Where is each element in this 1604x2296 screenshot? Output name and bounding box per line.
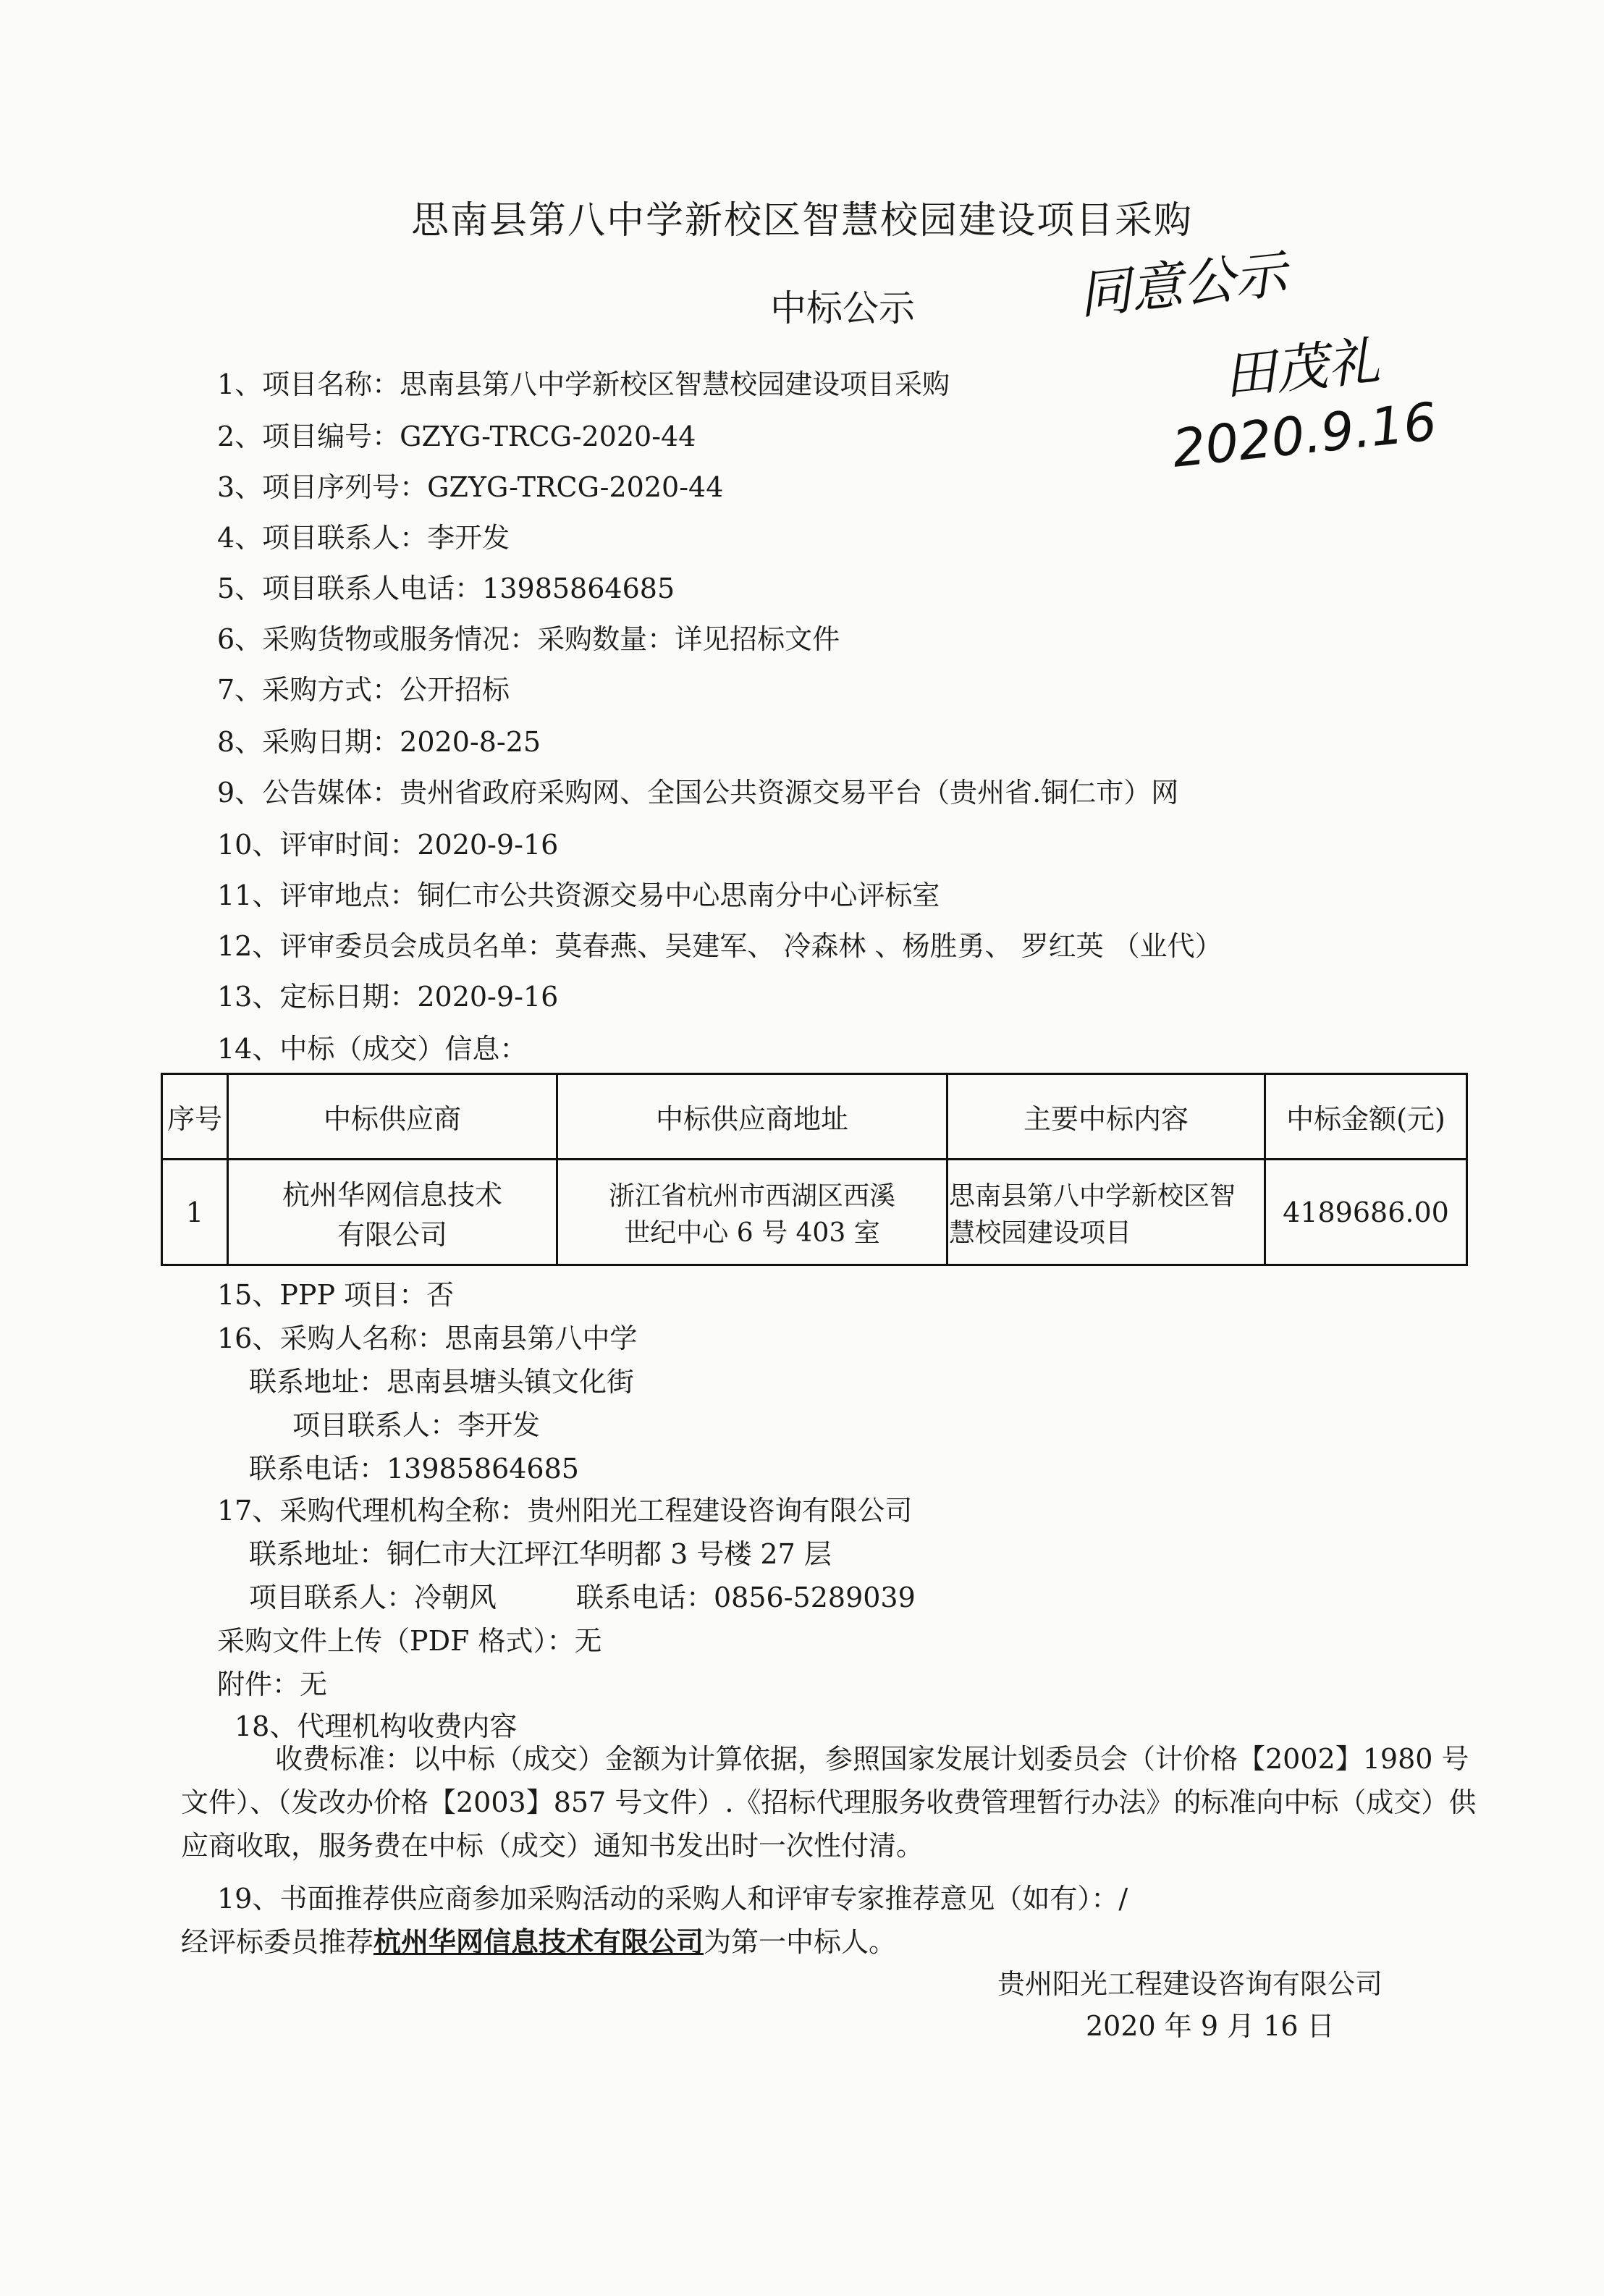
award-table xyxy=(161,1073,1468,1266)
handwritten-signature: 田茂礼 xyxy=(1220,329,1383,407)
ppp-line: 15、PPP 项目：否 xyxy=(217,1279,455,1311)
award-table-header-row xyxy=(162,1074,1467,1160)
header-content: 主要中标内容 xyxy=(947,1074,1265,1160)
info-item: 7、采购方式：公开招标 xyxy=(217,674,510,706)
info-item: 6、采购货物或服务情况：采购数量：详见招标文件 xyxy=(217,623,840,655)
cell-index: 1 xyxy=(162,1160,228,1265)
agency-line: 17、采购代理机构全称：贵州阳光工程建设咨询有限公司 xyxy=(217,1495,913,1527)
signature-date: 2020 年 9 月 16 日 xyxy=(1086,2010,1335,2042)
info-item: 5、项目联系人电话：13985864685 xyxy=(217,573,675,604)
handwritten-date: 2020.9.16 xyxy=(1169,390,1440,479)
signature-company: 贵州阳光工程建设咨询有限公司 xyxy=(997,1968,1383,2000)
fee-line: 文件）、（发改办价格【2003】857 号文件）.《招标代理服务收费管理暂行办法》的标准向中标（成交）供 xyxy=(181,1786,1477,1818)
fee-title: 18、代理机构收费内容 xyxy=(235,1710,518,1742)
address-line: 世纪中心 6 号 403 室 xyxy=(624,1217,880,1248)
cell-content xyxy=(947,1160,1265,1265)
header-index: 序号 xyxy=(162,1074,228,1160)
recommend-title: 19、书面推荐供应商参加采购活动的采购人和评审专家推荐意见（如有）：/ xyxy=(217,1883,1128,1915)
purchaser-line: 16、采购人名称：思南县第八中学 xyxy=(217,1322,638,1354)
table-row xyxy=(162,1160,1467,1265)
attachment-line: 附件：无 xyxy=(217,1668,328,1700)
recommend-suffix: 为第一中标人。 xyxy=(704,1926,897,1958)
supplier-line: 有限公司 xyxy=(337,1218,447,1251)
header-address: 中标供应商地址 xyxy=(557,1074,947,1160)
agency-address: 联系地址：铜仁市大江坪江华明都 3 号楼 27 层 xyxy=(249,1538,832,1570)
info-item: 3、项目序列号：GZYG-TRCG-2020-44 xyxy=(217,471,724,503)
document-title: 思南县第八中学新校区智慧校园建设项目采购 xyxy=(410,199,1193,242)
info-item: 2、项目编号：GZYG-TRCG-2020-44 xyxy=(217,421,696,452)
info-item: 10、评审时间：2020-9-16 xyxy=(217,829,559,861)
header-amount: 中标金额(元) xyxy=(1265,1074,1467,1160)
content-line: 思南县第八中学新校区智 xyxy=(949,1181,1236,1211)
content-line: 慧校园建设项目 xyxy=(949,1217,1132,1248)
fee-paragraph xyxy=(181,1737,1484,1867)
info-item: 14、中标（成交）信息： xyxy=(217,1033,528,1065)
document-subtitle: 中标公示 xyxy=(770,287,915,329)
info-item: 12、评审委员会成员名单：莫春燕、吴建军、 冷森林 、杨胜勇、 罗红英 （业代） xyxy=(217,930,1223,962)
handwritten-approval-text: 同意公示 xyxy=(1076,243,1290,326)
agency-phone: 联系电话：0856-5289039 xyxy=(576,1582,916,1613)
fee-line: 收费标准：以中标（成交）金额为计算依据，参照国家发展计划委员会（计价格【2002】1980 号 xyxy=(275,1743,1469,1775)
info-item: 13、定标日期：2020-9-16 xyxy=(217,981,559,1013)
upload-line: 采购文件上传（PDF 格式）：无 xyxy=(217,1625,602,1657)
supplier-line: 杭州华网信息技术 xyxy=(282,1178,502,1211)
recommend-prefix: 经评标委员推荐 xyxy=(181,1926,374,1958)
header-supplier: 中标供应商 xyxy=(228,1074,557,1160)
cell-supplier xyxy=(228,1160,557,1265)
recommend-company: 杭州华网信息技术有限公司 xyxy=(373,1925,704,1958)
info-item: 9、公告媒体：贵州省政府采购网、全国公共资源交易平台（贵州省.铜仁市）网 xyxy=(217,777,1179,809)
purchaser-contact: 项目联系人：李开发 xyxy=(292,1409,541,1441)
info-item: 8、采购日期：2020-8-25 xyxy=(217,726,541,758)
info-item: 11、评审地点：铜仁市公共资源交易中心思南分中心评标室 xyxy=(217,879,940,911)
address-line: 浙江省杭州市西湖区西溪 xyxy=(608,1181,895,1211)
fee-line: 应商收取，服务费在中标（成交）通知书发出时一次性付清。 xyxy=(181,1830,924,1862)
purchaser-address: 联系地址：思南县塘头镇文化街 xyxy=(249,1366,635,1398)
info-item: 4、项目联系人：李开发 xyxy=(217,522,510,554)
info-item: 1、项目名称：思南县第八中学新校区智慧校园建设项目采购 xyxy=(217,368,950,400)
recommend-line xyxy=(181,1920,896,1959)
agency-contact: 项目联系人：冷朝风 xyxy=(249,1582,497,1613)
cell-address xyxy=(557,1160,947,1265)
cell-amount: 4189686.00 xyxy=(1265,1160,1467,1265)
purchaser-phone: 联系电话：13985864685 xyxy=(249,1453,579,1485)
